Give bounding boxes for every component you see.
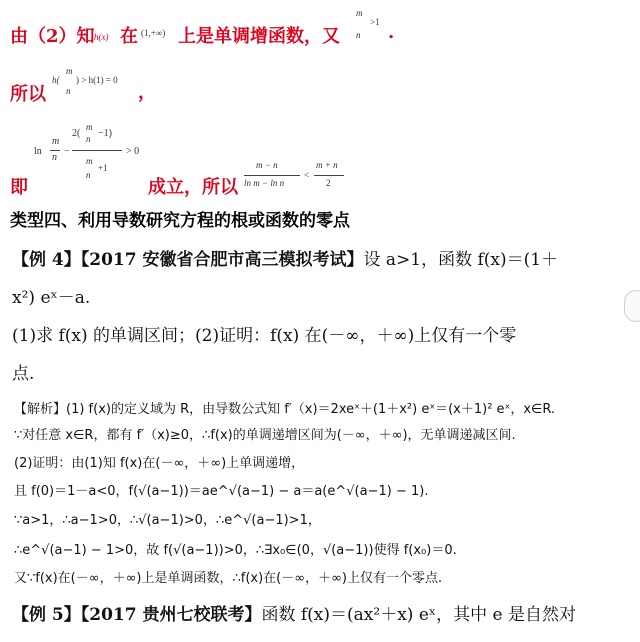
f3-plus1: +1: [98, 163, 108, 173]
example4-label-text: 【例 4】【2017 安徽省合肥市高三模拟考试】: [12, 250, 364, 270]
example4-text2: x²) eˣ－a.: [12, 288, 91, 308]
line1-frac-den: n: [356, 30, 361, 40]
solution-line-6: ∴e^√(a−1) − 1>0，故 f(√(a−1))>0，∴∃x₀∈(0，√(a−1))使得 f(x₀)＝0.: [14, 543, 457, 558]
line1-func: h(x): [94, 32, 109, 42]
f3-m2: m: [86, 122, 93, 132]
line2-h: h(: [52, 75, 60, 85]
example4-question-cont: 点.: [12, 364, 35, 384]
line4-num2: m + n: [316, 160, 338, 170]
f3-gt0: > 0: [126, 146, 140, 157]
f3-ln: ln: [34, 146, 42, 157]
example5-text: 函数 f(x)＝(ax²＋x) eˣ，其中 e 是自然对: [261, 605, 576, 625]
scroll-handle[interactable]: [624, 290, 640, 322]
solution-line-5: ∵a>1，∴a−1>0，∴√(a−1)>0，∴e^√(a−1)>1，: [14, 513, 321, 528]
example4-question: (1)求 f(x) 的单调区间；(2)证明：f(x) 在(－∞，＋∞)上仅有一个零: [12, 326, 517, 346]
line1-zai: 在: [120, 26, 138, 47]
line1-gt1: >1: [370, 17, 380, 27]
f3-m-bot: m: [86, 156, 93, 166]
line4-num: m − n: [256, 160, 278, 170]
line2-m: m: [66, 66, 73, 76]
line1-frac-num: m: [356, 8, 363, 18]
line1-interval: (1,+∞): [141, 28, 166, 38]
f3-minus: −: [64, 146, 70, 157]
f3-two-paren: 2(: [72, 128, 81, 139]
f3-m-top: m: [52, 136, 60, 147]
solution-line-3: (2)证明：由(1)知 f(x)在(－∞，＋∞)上单调递增，: [14, 456, 305, 471]
example5-label: 【例 5】【2017 贵州七校联考】: [12, 605, 262, 625]
line2-prefix: 所以: [10, 84, 46, 105]
example5: [12, 600, 576, 625]
line4-den: ln m − ln n: [244, 178, 285, 188]
example4-label: [12, 245, 558, 270]
line4-prefix: 即: [10, 177, 28, 198]
line1-mid: 上是单调增函数，又: [178, 26, 340, 47]
line2-n: n: [66, 86, 71, 96]
f3-n-bot: n: [52, 152, 57, 163]
line4-den2: 2: [326, 178, 331, 188]
line2-comma: ，: [138, 82, 156, 103]
line2-rest: ) > h(1) = 0: [76, 75, 118, 85]
f3-minus1: −1): [98, 128, 112, 139]
line1-dot: .: [388, 22, 395, 43]
section-heading: 类型四、利用导数研究方程的根或函数的零点: [10, 211, 350, 231]
f3-n-bot2: n: [86, 170, 91, 180]
solution-line-4: 且 f(0)＝1－a<0，f(√(a−1))＝ae^√(a−1) − a＝a(e^√(a−1) − 1).: [14, 484, 429, 499]
solution-line-7: 又∵f(x)在(－∞，＋∞)上是单调函数，∴f(x)在(－∞，＋∞)上仅有一个零点.: [14, 571, 443, 586]
line4-success: 成立，所以: [148, 177, 238, 198]
example4-text1: 设 a>1，函数 f(x)＝(1＋: [363, 250, 559, 270]
solution-line-1: 【解析】(1) f(x)的定义域为 R，由导数公式知 f′（x)＝2xeˣ＋(1＋x²) eˣ＝(x＋1)² eˣ，x∈R.: [14, 402, 556, 417]
solution-line-2: ∵对任意 x∈R，都有 f′（x)≥0，∴f(x)的单调递增区间为(－∞，＋∞)，无单调递减区间.: [14, 428, 516, 443]
line4-lt: <: [304, 170, 310, 180]
line1-prefix: 由（2）知: [10, 26, 95, 47]
f3-n2: n: [86, 134, 91, 144]
